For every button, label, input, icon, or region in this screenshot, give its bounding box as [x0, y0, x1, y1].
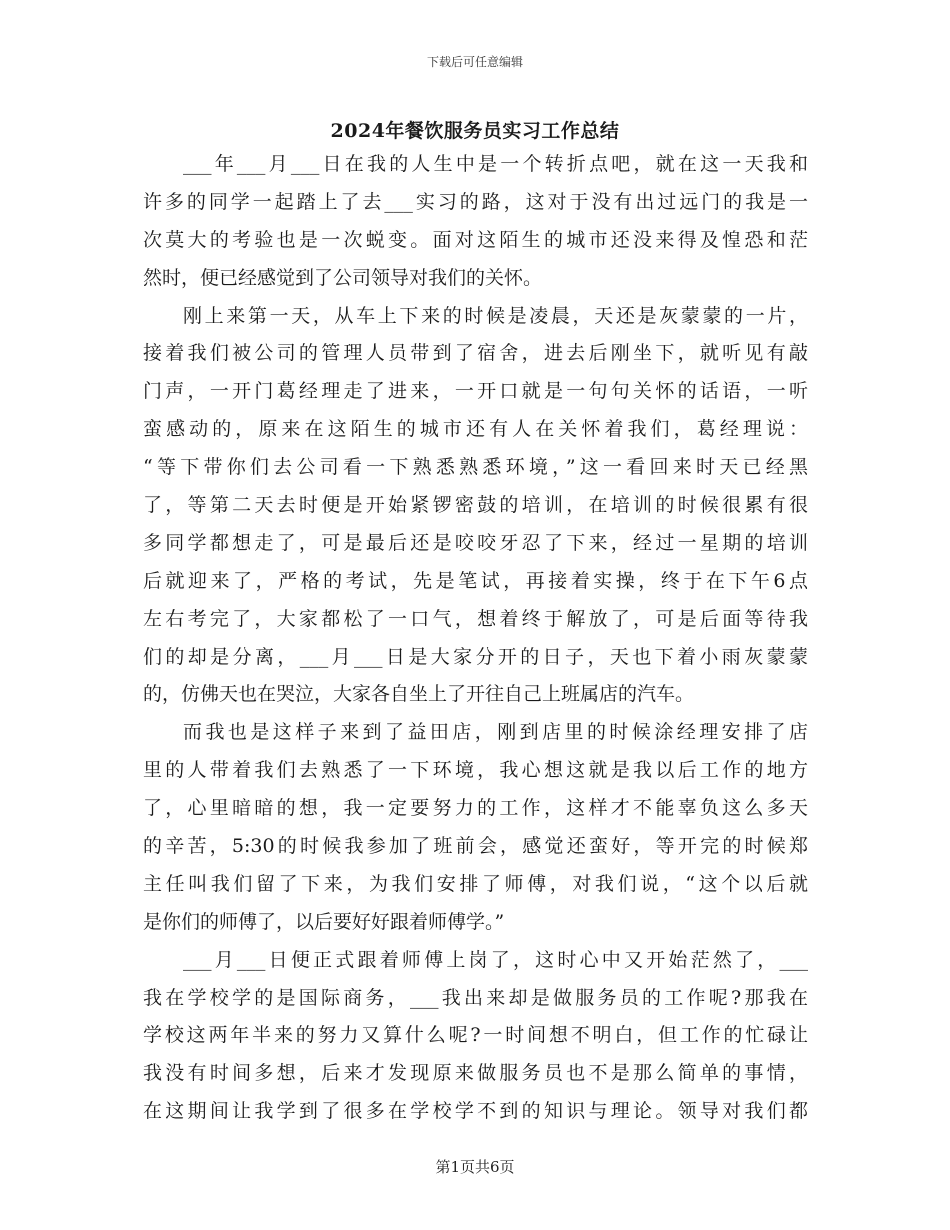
text-line: 了，心里暗暗的想，我一定要努力的工作，这样才不能辜负这么多天 — [143, 797, 808, 820]
text-line: 我在学校学的是国际商务，___我出来却是做服务员的工作呢?那我在 — [143, 986, 808, 1009]
page-number: 第1页共6页 — [435, 1158, 515, 1176]
text-line: 蛮感动的，原来在这陌生的城市还有人在关怀着我们，葛经理说： — [143, 418, 808, 441]
document-body — [143, 146, 808, 1131]
text-line: 而我也是这样子来到了益田店，刚到店里的时候涂经理安排了店 — [183, 721, 808, 744]
text-line: 然时，便已经感觉到了公司领导对我们的关怀。 — [143, 266, 543, 289]
text-line: “等下带你们去公司看一下熟悉熟悉环境，”这一看回来时天已经黑 — [143, 456, 808, 479]
text-line: 主任叫我们留了下来，为我们安排了师傅，对我们说，“这个以后就 — [143, 872, 808, 895]
text-line: 在这期间让我学到了很多在学校学不到的知识与理论。领导对我们都 — [143, 1100, 808, 1123]
header-note: 下载后可任意编辑 — [426, 55, 523, 69]
text-line: 里的人带着我们去熟悉了一下环境，我心想这就是我以后工作的地方 — [143, 759, 808, 782]
text-line: 是你们的师傅了，以后要好好跟着师傅学。” — [143, 910, 505, 933]
text-line: ___年___月___日在我的人生中是一个转折点吧，就在这一天我和 — [183, 153, 808, 175]
text-line: ___月___日便正式跟着师傅上岗了，这时心中又开始茫然了，___ — [183, 948, 808, 971]
text-line: 的，仿佛天也在哭泣，大家各自坐上了开往自己上班属店的汽车。 — [143, 683, 695, 706]
text-line: 多同学都想走了，可是最后还是咬咬牙忍了下来，经过一星期的培训 — [143, 531, 808, 554]
text-line: 了，等第二天去时便是开始紧锣密鼓的培训，在培训的时候很累有很 — [143, 494, 808, 517]
text-line: 次莫大的考验也是一次蜕变。面对这陌生的城市还没来得及惶恐和茫 — [143, 228, 808, 251]
text-line: 刚上来第一天，从车上下来的时候是凌晨，天还是灰蒙蒙的一片， — [183, 304, 808, 327]
text-line: 接着我们被公司的管理人员带到了宿舍，进去后刚坐下，就听见有敲 — [143, 342, 808, 365]
text-line: 的辛苦，5:30的时候我参加了班前会，感觉还蛮好，等开完的时候郑 — [143, 835, 808, 858]
text-line: 们的却是分离，___月___日是大家分开的日子，天也下着小雨灰蒙蒙 — [143, 645, 808, 668]
text-line: 门声，一开门葛经理走了进来，一开口就是一句句关怀的话语，一听 — [143, 380, 808, 403]
document-title: 2024年餐饮服务员实习工作总结 — [330, 120, 620, 142]
text-line: 后就迎来了，严格的考试，先是笔试，再接着实操，终于在下午6点 — [143, 569, 808, 592]
text-line: 我没有时间多想，后来才发现原来做服务员也不是那么简单的事情， — [143, 1062, 808, 1085]
text-line: 学校这两年半来的努力又算什么呢?一时间想不明白，但工作的忙碌让 — [143, 1024, 808, 1047]
text-line: 左右考完了，大家都松了一口气，想着终于解放了，可是后面等待我 — [143, 607, 808, 630]
text-line: 许多的同学一起踏上了去___实习的路，这对于没有出过远门的我是一 — [143, 190, 808, 213]
